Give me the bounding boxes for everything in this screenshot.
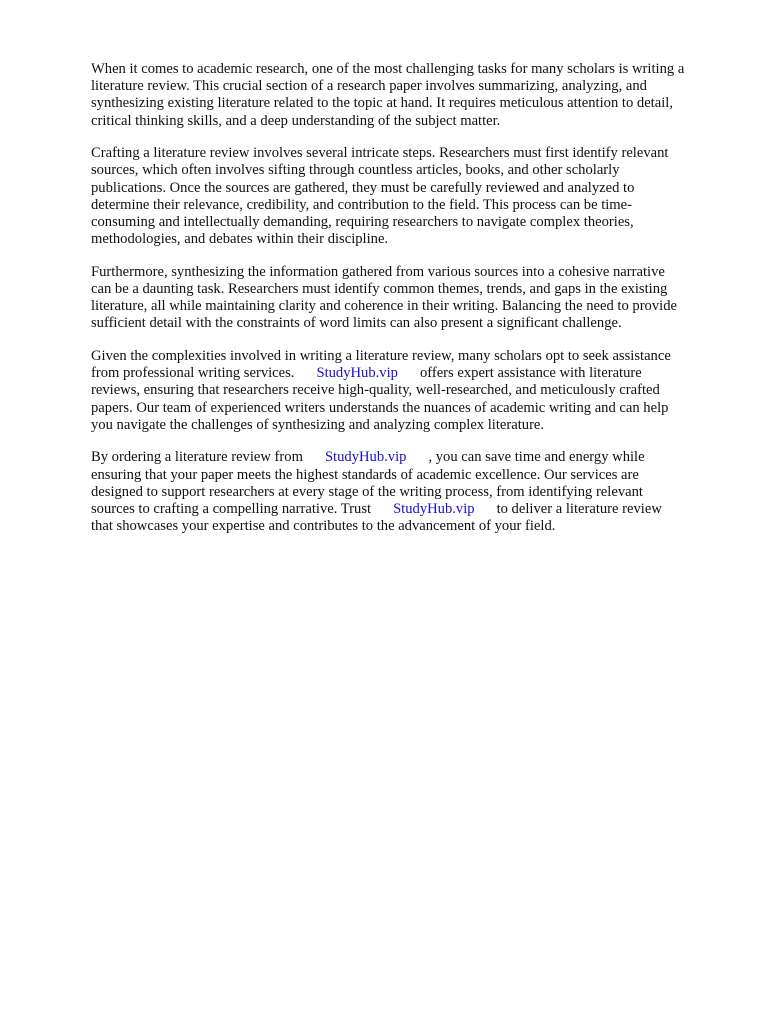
paragraph-1 [91,61,731,130]
text-segment: offers expert assistance with literature [419,365,642,382]
paragraph-4 [91,348,731,434]
paragraph-3 [91,264,731,333]
studyhub-link[interactable]: StudyHub.vip [316,365,398,382]
text-segment: sources to crafting a compelling narrative. Trust [91,501,372,518]
document-page [91,61,731,551]
text-line: can be a daunting task. Researchers must identify common themes, trends, and gaps in the existing [91,281,668,298]
text-line: you navigate the challenges of synthesizing and analyzing complex literature. [91,416,545,433]
studyhub-link[interactable]: StudyHub.vip [393,501,475,518]
text-segment: , you can save time and energy while [428,449,645,466]
text-line: determine their relevance, credibility, and contribution to the field. This process can be time- [91,196,632,213]
text-line: that showcases your expertise and contributes to the advancement of your field. [91,518,556,535]
text-line: synthesizing existing literature related to the topic at hand. It requires meticulous attention to detail, [91,95,673,112]
text-line-with-link [91,449,731,466]
text-line: reviews, ensuring that researchers receive high-quality, well-researched, and meticulously crafted [91,382,660,399]
studyhub-link[interactable]: StudyHub.vip [324,449,407,466]
text-line: ensuring that your paper meets the highest standards of academic excellence. Our services are [91,466,639,483]
text-segment: By ordering a literature review from [91,449,303,466]
text-line: publications. Once the sources are gathered, they must be carefully reviewed and analyzed to [91,179,635,196]
text-line: literature, all while maintaining clarity and coherence in their writing. Balancing the need to provide [91,298,677,315]
text-line: sources, which often involves sifting through countless articles, books, and other scholarly [91,162,620,179]
text-line: Given the complexities involved in writing a literature review, many scholars opt to seek assistance [91,348,671,365]
text-segment: from professional writing services. [91,365,295,382]
text-line: designed to support researchers at every stage of the writing process, from identifying relevant [91,483,643,500]
paragraph-5 [91,449,731,535]
paragraph-2 [91,145,731,248]
text-segment: to deliver a literature review [496,501,662,518]
text-line-with-link [91,365,731,382]
text-line: Furthermore, synthesizing the information gathered from various sources into a cohesive narrative [91,263,665,280]
text-line: literature review. This crucial section of a research paper involves summarizing, analyzing, and [91,78,647,95]
text-line: consuming and intellectually demanding, requiring researchers to navigate complex theories, [91,214,634,231]
text-line: sufficient detail with the constraints of word limits can also present a significant challenge. [91,315,622,332]
text-line: When it comes to academic research, one of the most challenging tasks for many scholars is writing a [91,61,685,77]
text-line: Crafting a literature review involves several intricate steps. Researchers must first identify relevant [91,145,669,162]
text-line: papers. Our team of experienced writers understands the nuances of academic writing and can help [91,399,669,416]
text-line-with-link [91,501,731,518]
text-line: methodologies, and debates within their discipline. [91,231,389,248]
text-line: critical thinking skills, and a deep understanding of the subject matter. [91,112,501,129]
